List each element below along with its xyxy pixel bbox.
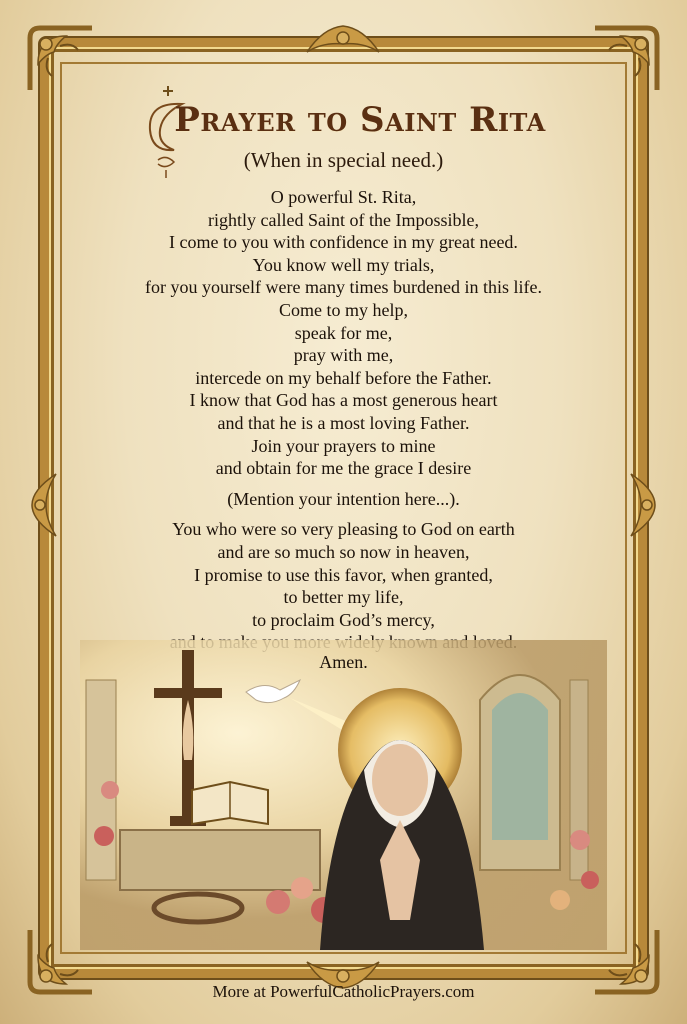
spacer [60,480,627,488]
prayer-intention-line: (Mention your intention here...). [227,488,460,509]
prayer-line: You know well my trials, [252,254,435,275]
ornament-crest-icon [303,22,383,62]
prayer-line: I promise to use this favor, when granted, [194,564,493,585]
ornament-side-icon [621,470,661,540]
prayer-line: intercede on my behalf before the Father. [195,367,492,388]
prayer-line: I come to you with confidence in my great need. [169,232,518,253]
prayer-line: Come to my help, [279,299,408,320]
prayer-line: I know that God has a most generous heart [189,390,498,411]
prayer-line: for you yourself were many times burdened in this life. [145,277,542,298]
ornament-corner-icon [26,24,96,94]
prayer-line: Join your prayers to mine [251,435,436,456]
page-subtitle: (When in special need.) [243,148,444,172]
prayer-line: rightly called Saint of the Impossible, [208,209,479,230]
amen-text: Amen. [319,652,368,672]
prayer-line: You who were so very pleasing to God on earth [172,519,515,540]
saint-rita-illustration [80,640,607,950]
prayer-line: speak for me, [294,322,393,343]
page-title: Prayer to Saint Rita [174,100,546,140]
prayer-line: and are so much so now in heaven, [217,541,470,562]
prayer-text [60,186,627,654]
prayer-line: to proclaim God’s mercy, [252,609,435,630]
prayer-line: and obtain for me the grace I desire [215,458,472,479]
spacer [60,510,627,518]
prayer-line: O powerful St. Rita, [270,187,417,207]
prayer-line: pray with me, [293,345,394,366]
prayer-line: to better my life, [283,587,404,608]
open-book-icon [192,782,268,824]
prayer-line: and that he is a most loving Father. [217,412,470,433]
ornament-corner-icon [591,24,661,94]
footer-link[interactable]: More at PowerfulCatholicPrayers.com [212,982,475,1001]
